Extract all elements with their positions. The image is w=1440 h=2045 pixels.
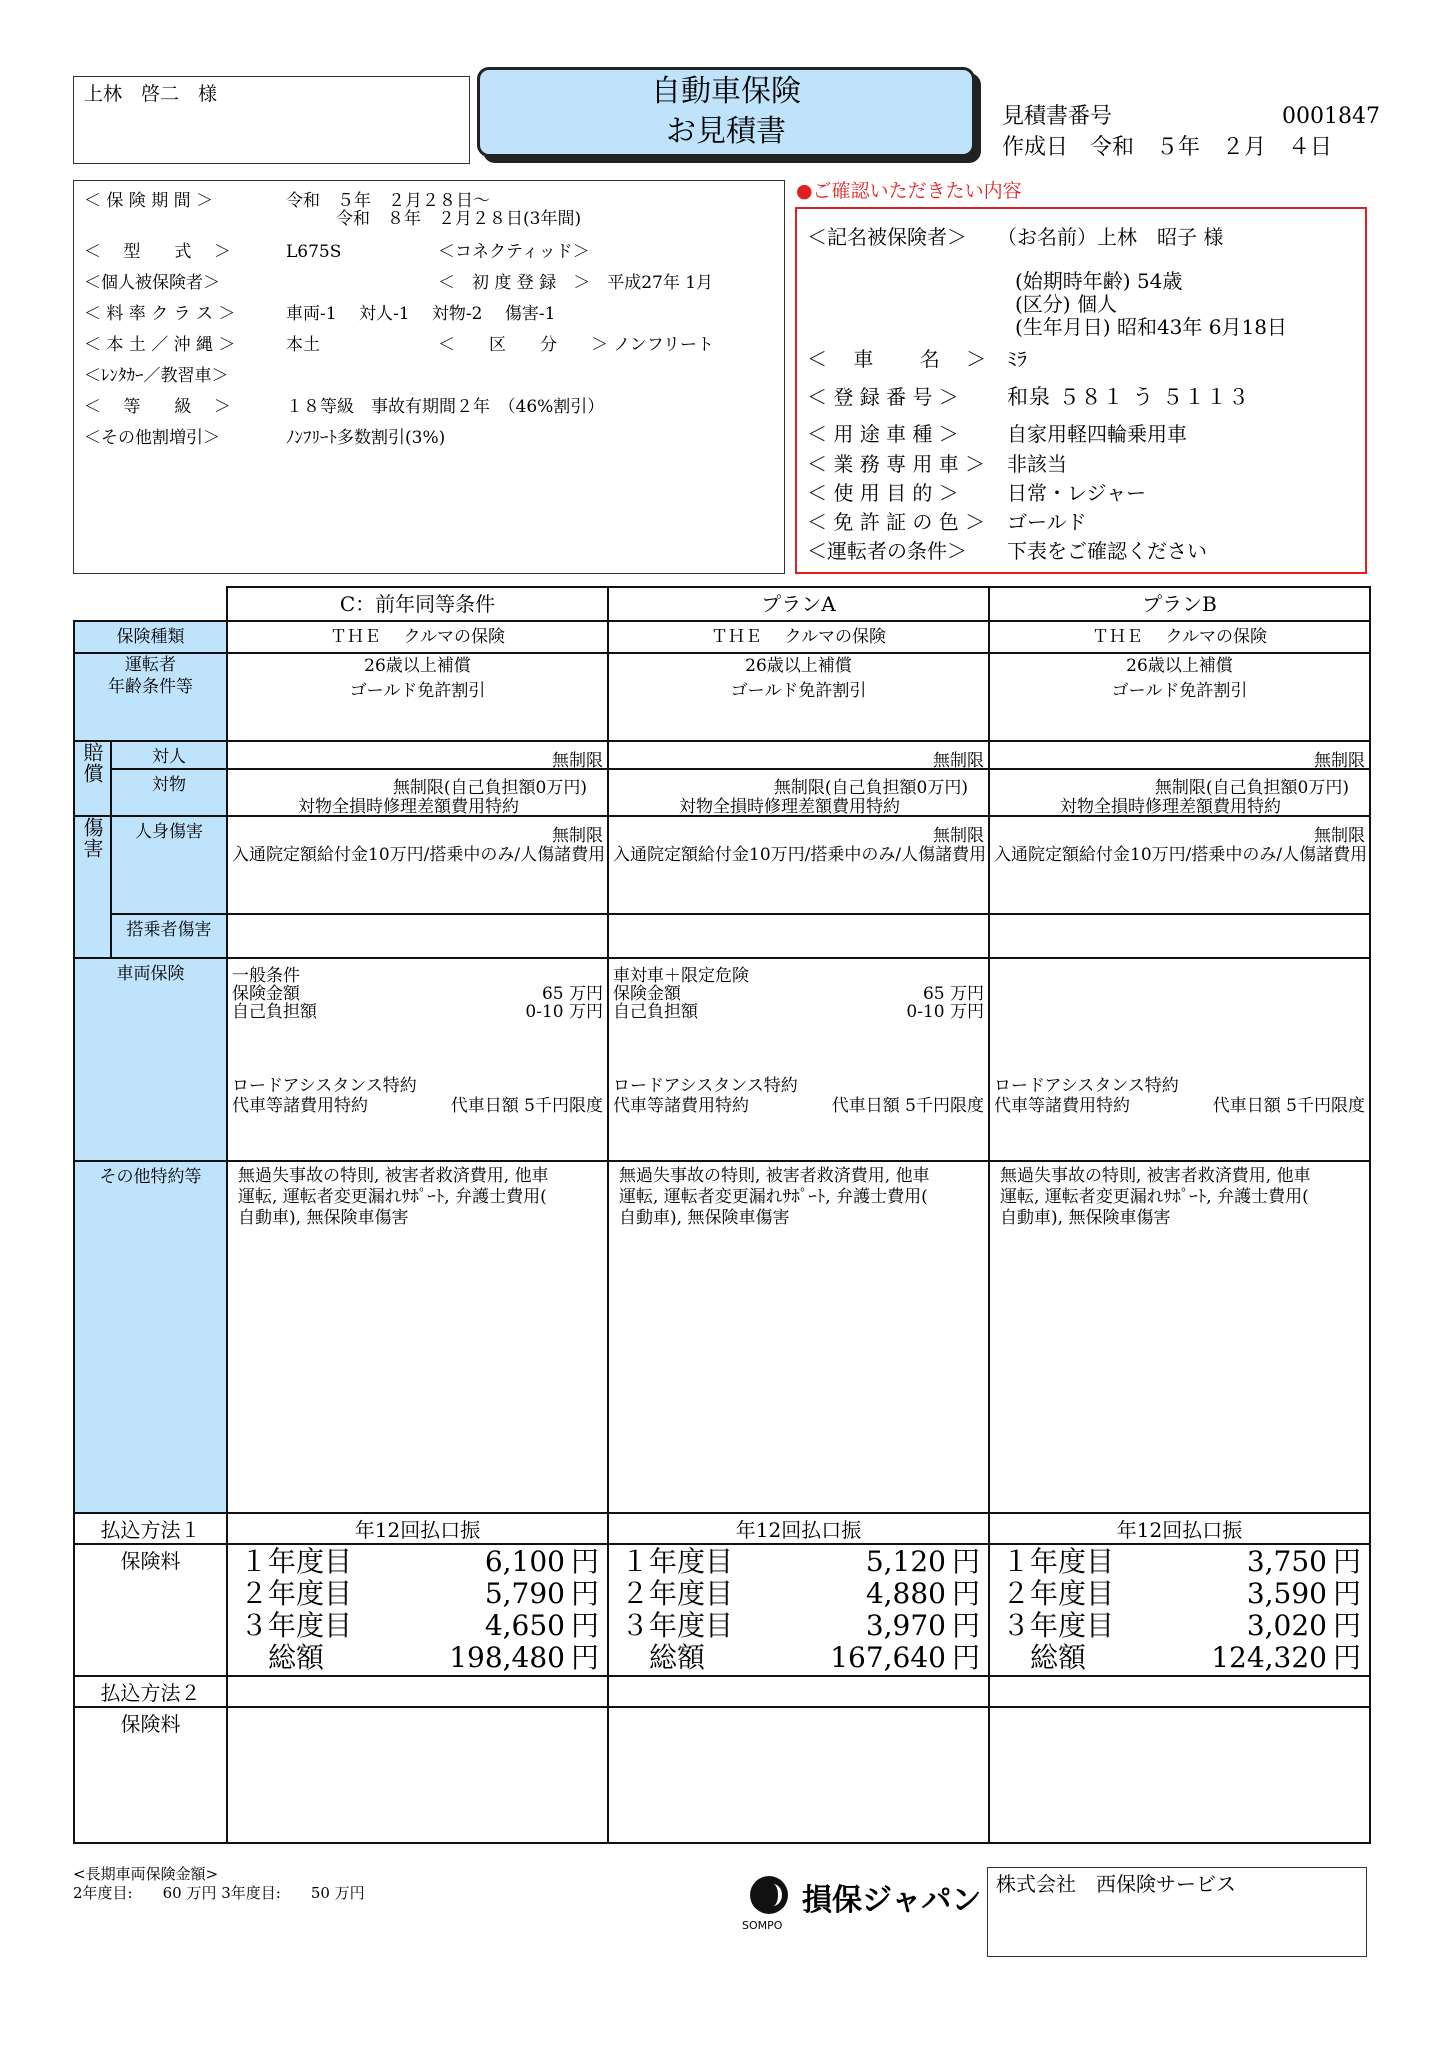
plan-c-premium: １年度目 6,100 円 ２年度目 5,790 円 ３年度目 4,650 円 総額 198,480 円 — [227, 1544, 608, 1676]
premium1-row — [74, 1544, 1370, 1676]
other-discount-label: ＜その他割増引＞ — [84, 428, 220, 448]
plan-c-type: ＴＨＥ クルマの保険 — [227, 621, 608, 653]
confirm-box — [795, 207, 1367, 574]
recipient-box — [73, 76, 470, 164]
sompo-logo-highlight — [764, 1884, 782, 1906]
purpose-value: 日常・レジャー — [1007, 481, 1147, 505]
period-end: 令和 ８年 ２月２８日(3年間) — [336, 209, 582, 229]
plan-c-tojosha — [227, 914, 608, 958]
business-label: ＜ 業 務 専 用 車 ＞ — [807, 452, 986, 476]
plan-a-taibutsu: 無制限(自己負担額0万円) 対物全損時修理差額費用特約 — [608, 769, 989, 816]
first-registration: ＜ 初 度 登 録 ＞ 平成27年 1月 — [438, 273, 714, 293]
plan-c-driver: 26歳以上補償 ゴールド免許割引 — [227, 653, 608, 741]
plate-value: 和泉 ５８１ う ５１１３ — [1007, 385, 1251, 409]
plan-a-sharyo: 車対車＋限定危険 保険金額 65 万円 自己負担額 0-10 万円 ロードアシスタンス特約 代車等諸費用特約 代車日額 5千円限度 — [608, 958, 989, 1161]
period-start: 令和 ５年 ２月２８日〜 — [286, 191, 490, 211]
period-label: ＜ 保 険 期 間 ＞ — [84, 191, 214, 211]
logo-text: 損保ジャパン — [802, 1883, 982, 1918]
sharyo-label: 車両保険 — [74, 958, 227, 1161]
insured-category: (区分) 個人 — [1015, 292, 1117, 316]
quote-number-label: 見積書番号 — [1002, 104, 1113, 129]
driver-label: 運転者 年齢条件等 — [74, 653, 227, 741]
long-term-values: 2年度目: 60 万円 3年度目: 50 万円 — [73, 1884, 365, 1902]
shogai-label: 傷害 — [74, 816, 111, 958]
insured-label: ＜記名被保険者＞ — [807, 225, 967, 249]
plan-a-header: プランA — [608, 587, 989, 621]
insured-birth: (生年月日) 昭和43年 6月18日 — [1015, 315, 1287, 339]
agent-name: 株式会社 西保険サービス — [996, 1872, 1236, 1896]
premium2-label: 保険料 — [74, 1707, 227, 1843]
comparison-table — [73, 586, 1371, 1844]
title-line-1: 自動車保険 — [651, 74, 801, 109]
rental-label: ＜ﾚﾝﾀｶｰ／教習車＞ — [84, 366, 229, 386]
logo-sub: SOMPO — [742, 1919, 783, 1932]
taibutsu-label: 対物 — [111, 769, 227, 816]
agent-box — [987, 1867, 1367, 1957]
driver-condition-value: 下表をご確認ください — [1007, 539, 1207, 563]
driver-condition-label: ＜運転者の条件＞ — [807, 539, 967, 563]
plan-b-taibutsu: 無制限(自己負担額0万円) 対物全損時修理差額費用特約 — [989, 769, 1370, 816]
plan-header-row — [74, 587, 1370, 621]
region-value: 本土 — [286, 335, 320, 355]
plan-c-taijin: 無制限 — [227, 741, 608, 769]
individual-insured-label: ＜個人被保険者＞ — [84, 273, 220, 293]
plan-a-type: ＴＨＥ クルマの保険 — [608, 621, 989, 653]
policy-info-box — [73, 180, 785, 574]
insurance-type-label: 保険種類 — [74, 621, 227, 653]
other-row — [74, 1161, 1370, 1513]
plan-c-sharyo: 一般条件 保険金額 65 万円 自己負担額 0-10 万円 ロードアシスタンス特約 代車等諸費用特約 代車日額 5千円限度 — [227, 958, 608, 1161]
plan-c-taibutsu: 無制限(自己負担額0万円) 対物全損時修理差額費用特約 — [227, 769, 608, 816]
other-label: その他特約等 — [74, 1161, 227, 1513]
tojosha-label: 搭乗者傷害 — [111, 914, 227, 958]
confirm-heading: ●ご確認いただきたい内容 — [796, 180, 1022, 202]
insurance-type-row — [74, 621, 1370, 653]
title-line-2: お見積書 — [666, 114, 786, 149]
model-label: ＜ 型 式 ＞ — [84, 242, 231, 262]
pay1-label: 払込方法１ — [74, 1513, 227, 1544]
grade-label: ＜ 等 級 ＞ — [84, 397, 231, 417]
created-date: 作成日 令和 ５年 ２月 ４日 — [1002, 135, 1333, 160]
plan-c-premium2 — [227, 1707, 608, 1843]
pay2-row — [74, 1676, 1370, 1707]
plan-c-jinshin: 無制限 入通院定額給付金10万円/搭乗中のみ/人傷諸費用 — [227, 816, 608, 914]
plan-a-driver: 26歳以上補償 ゴールド免許割引 — [608, 653, 989, 741]
long-term-label: <長期車両保険金額> — [73, 1865, 219, 1883]
plan-c-pay2 — [227, 1676, 608, 1707]
plan-b-taijin: 無制限 — [989, 741, 1370, 769]
plan-a-premium2 — [608, 1707, 989, 1843]
plan-b-type: ＴＨＥ クルマの保険 — [989, 621, 1370, 653]
plan-b-premium2 — [989, 1707, 1370, 1843]
car-name-value: ﾐﾗ — [1007, 347, 1027, 371]
plan-a-jinshin: 無制限 入通院定額給付金10万円/搭乗中のみ/人傷諸費用 — [608, 816, 989, 914]
plan-a-pay1: 年12回払口振 — [608, 1513, 989, 1544]
purpose-label: ＜ 使 用 目 的 ＞ — [807, 481, 959, 505]
usage-value: 自家用軽四輪乗用車 — [1007, 422, 1187, 446]
plan-b-other: 無過失事故の特則, 被害者救済費用, 他車 運転, 運転者変更漏れｻﾎﾟｰﾄ, 弁護士費用( 自動車), 無保険車傷害 — [989, 1161, 1370, 1513]
pay2-label: 払込方法２ — [74, 1676, 227, 1707]
rate-class-label: ＜ 料 率 ク ラ ス ＞ — [84, 304, 236, 324]
premium2-row — [74, 1707, 1370, 1843]
plan-b-pay1: 年12回払口振 — [989, 1513, 1370, 1544]
jinshin-row — [74, 816, 1370, 914]
plan-b-jinshin: 無制限 入通院定額給付金10万円/搭乗中のみ/人傷諸費用 — [989, 816, 1370, 914]
plan-b-header: プランB — [989, 587, 1370, 621]
pay1-row — [74, 1513, 1370, 1544]
plan-c-other: 無過失事故の特則, 被害者救済費用, 他車 運転, 運転者変更漏れｻﾎﾟｰﾄ, 弁護士費用( 自動車), 無保険車傷害 — [227, 1161, 608, 1513]
tojosha-row — [74, 914, 1370, 958]
plan-a-pay2 — [608, 1676, 989, 1707]
usage-label: ＜ 用 途 車 種 ＞ — [807, 422, 959, 446]
connected-label: ＜コネクティッド＞ — [438, 242, 590, 262]
fleet-category: ＜ 区 分 ＞ ノンフリート — [438, 335, 715, 355]
document-title — [477, 67, 975, 157]
model-value: L675S — [286, 242, 342, 262]
premium1-label: 保険料 — [74, 1544, 227, 1676]
plan-b-sharyo: ロードアシスタンス特約 代車等諸費用特約 代車日額 5千円限度 — [989, 958, 1370, 1161]
recipient-name: 上林 啓二 様 — [84, 83, 218, 105]
plan-b-tojosha — [989, 914, 1370, 958]
taijin-row — [74, 741, 1370, 769]
license-color-label: ＜ 免 許 証 の 色 ＞ — [807, 510, 986, 534]
business-value: 非該当 — [1007, 452, 1067, 476]
plan-a-tojosha — [608, 914, 989, 958]
taijin-label: 対人 — [111, 741, 227, 769]
plan-a-other: 無過失事故の特則, 被害者救済費用, 他車 運転, 運転者変更漏れｻﾎﾟｰﾄ, 弁護士費用( 自動車), 無保険車傷害 — [608, 1161, 989, 1513]
plate-label: ＜ 登 録 番 号 ＞ — [807, 385, 959, 409]
other-discount-value: ﾉﾝﾌﾘｰﾄ多数割引(3%) — [286, 428, 446, 448]
insured-age: (始期時年齢) 54歳 — [1015, 269, 1183, 293]
grade-value: １８等級 事故有期間２年 （46%割引） — [286, 397, 605, 417]
insured-name: （お名前）上林 昭子 様 — [997, 225, 1224, 249]
plan-c-header: C：前年同等条件 — [227, 587, 608, 621]
quote-number: 0001847 — [1282, 104, 1380, 129]
driver-row — [74, 653, 1370, 741]
license-color-value: ゴールド — [1007, 510, 1087, 534]
plan-c-pay1: 年12回払口振 — [227, 1513, 608, 1544]
plan-a-taijin: 無制限 — [608, 741, 989, 769]
sompo-logo — [742, 1870, 982, 1940]
sharyo-row — [74, 958, 1370, 1161]
plan-b-pay2 — [989, 1676, 1370, 1707]
plan-b-premium: １年度目 3,750 円 ２年度目 3,590 円 ３年度目 3,020 円 総額 124,320 円 — [989, 1544, 1370, 1676]
plan-b-driver: 26歳以上補償 ゴールド免許割引 — [989, 653, 1370, 741]
jinshin-label: 人身傷害 — [111, 816, 227, 914]
region-label: ＜ 本 土 ／ 沖 縄 ＞ — [84, 335, 236, 355]
baisho-label: 賠償 — [74, 741, 111, 816]
taibutsu-row — [74, 769, 1370, 816]
rate-class-value: 車両-1 対人-1 対物-2 傷害-1 — [286, 304, 556, 324]
car-name-label: ＜ 車 名 ＞ — [807, 347, 987, 371]
plan-a-premium: １年度目 5,120 円 ２年度目 4,880 円 ３年度目 3,970 円 総額 167,640 円 — [608, 1544, 989, 1676]
